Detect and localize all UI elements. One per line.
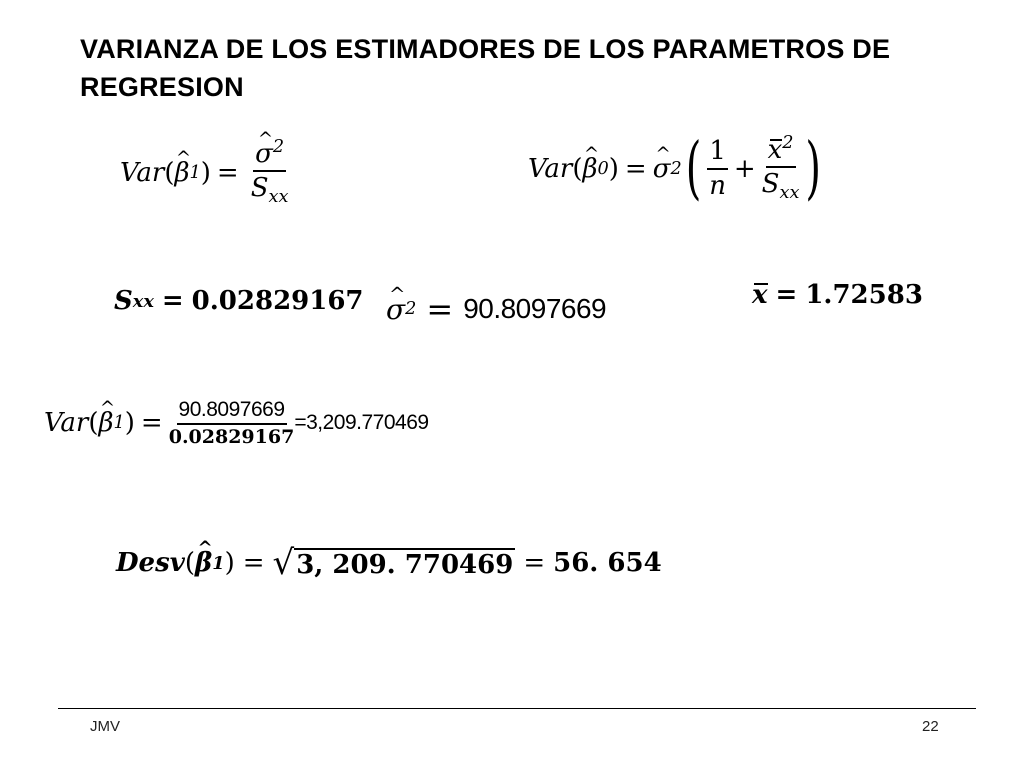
given-sigma-squared: ^ σ 2 = 90.8097669	[386, 290, 606, 328]
formula-var-beta0: Var ( ^ β 0 ) = ^ σ 2 ( $\frac{1}{n}$ + $\frac{x^2}{S_{xx}}$ )	[528, 134, 821, 204]
square-root: √ 3, 209. 770469	[272, 543, 514, 583]
var-function: Var	[528, 153, 573, 184]
beta-hat-symbol: ^ β	[582, 154, 597, 184]
computation-var-beta1: Var ( ^ β 1 ) = $\frac{90.8097669}{0.02829167}$ =3,209.770469	[44, 398, 429, 448]
computation-result: =3,209.770469	[294, 410, 429, 434]
var-function: Var	[120, 157, 165, 188]
footer-divider	[58, 708, 976, 709]
given-sxx: S xx = 0.02829167	[114, 286, 364, 316]
sigma-squared-value: 90.8097669	[463, 293, 607, 324]
sxx-value: 0.02829167	[191, 286, 364, 316]
page-number: 22	[922, 718, 939, 735]
given-xbar: x = 1.72583	[752, 280, 923, 310]
fraction-xbar-over-sxx: $\frac{x^2}{S_{xx}}$	[761, 133, 800, 204]
fraction-one-over-n: $\frac{1}{n}$	[709, 136, 726, 201]
formula-var-beta1: Var ( ^ β 1 ) = ^ $\frac{\sigma^2}{S_{xx}}$	[120, 138, 294, 208]
deviation-beta1: Desv ( ^ β 1 ) = √ 3, 209. 770469 = 56. 654	[116, 546, 662, 580]
computation-denominator: 0.02829167	[168, 426, 295, 449]
fraction: ^ $\frac{\sigma^2}{S_{xx}}$	[251, 138, 289, 208]
slide-title: VARIANZA DE LOS ESTIMADORES DE LOS PARAMETROS DE REGRESION	[80, 34, 891, 102]
xbar-value: 1.72583	[805, 280, 923, 310]
computation-numerator: 90.8097669	[177, 398, 287, 425]
computation-fraction	[169, 398, 295, 448]
footer-author: JMV	[90, 718, 120, 735]
deviation-result: 56. 654	[553, 548, 662, 578]
beta-hat-symbol: ^ β	[174, 158, 189, 188]
radicand: 3, 209. 770469	[296, 550, 514, 581]
